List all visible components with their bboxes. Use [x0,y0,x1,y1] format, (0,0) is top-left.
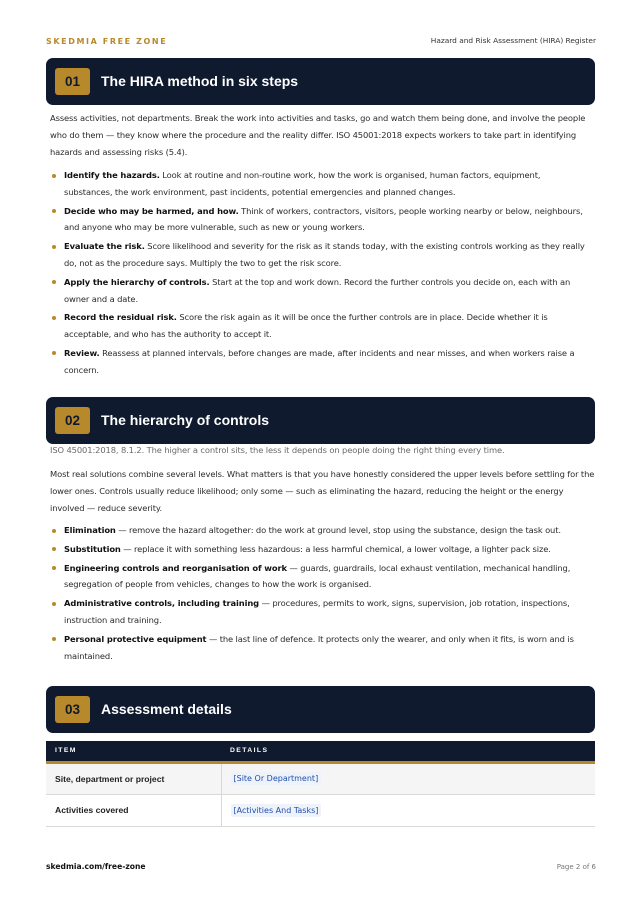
row-value [221,762,595,794]
column-header-details: DETAILS [221,741,595,762]
footer-website-link[interactable]: skedmia.com/free-zone [46,862,146,871]
table-row [46,794,595,826]
section-02-header [46,397,595,444]
brand-name: SKEDMIA FREE ZONE [46,37,168,46]
section-title: The hierarchy of controls [101,412,270,428]
placeholder-field[interactable]: [Site Or Department] [231,772,322,785]
section-title: Assessment details [101,701,232,717]
table-row [46,762,595,794]
list-item [50,274,590,308]
section-number-badge: 03 [55,696,90,723]
list-item [50,631,590,665]
section-01-header [46,58,595,105]
section-02-intro: Most real solutions combine several levels. What matters is that you have honestly considered the upper levels before settling for the lower ones. Controls usually reduce likelihood; only some — such as eliminating the hazard, reducing the height or the energy involved — reduce severity. [50,469,595,513]
row-label: Activities covered [46,794,221,826]
step-text: Look at routine and non-routine work, how the work is organised, human factors, equipment, substances, the work environment, past incidents, potential emergencies and planned changes. [64,170,541,197]
step-text: Score the risk again as it will be once the further controls are in place. Decide whether it is acceptable, and who has the authority to accept it. [64,312,548,340]
iso-reference-note: ISO 45001:2018, 8.1.2. The higher a control sits, the less it depends on people doing the right thing every time. [50,445,505,455]
step-title: Evaluate the risk. [64,241,145,252]
step-text: Reassess at planned intervals, before changes are made, after incidents and near misses, and when workers raise a concern. [64,347,575,375]
section-01-intro: Assess activities, not departments. Break the work into activities and tasks, go and watch them being done, and involve the people who do them — they know where the procedure and the reality differ. ISO 45001:2018 expects workers to take part in identifying hazards and assessing risks (5.4). [50,113,586,157]
section-title: The HIRA method in six steps [101,73,299,89]
step-title: Apply the hierarchy of controls. [64,276,210,287]
control-level-text: — remove the hazard altogether: do the work at ground level, stop using the substance, design the task out. [115,525,561,535]
list-item [50,238,590,272]
list-item [50,560,590,594]
list-item [50,595,590,629]
section-number-badge: 02 [55,407,90,434]
list-item [50,309,590,343]
row-value [221,794,595,826]
assessment-details-table [46,741,595,827]
step-text: Think of workers, contractors, visitors, people working nearby or below, neighbours, and anyone who may be more vulnerable, such as new or young workers. [64,205,583,233]
step-title: Record the residual risk. [64,312,177,323]
section-03-header [46,686,595,733]
row-label: Site, department or project [46,762,221,794]
document-title: Hazard and Risk Assessment (HIRA) Register [430,36,596,45]
step-title: Review. [64,347,100,358]
page-header [46,36,596,50]
step-title: Identify the hazards. [64,170,160,180]
six-steps-list [50,167,590,381]
step-text: Start at the top and work down. Record the further controls you decide on, each with an owner and a date. [64,276,571,304]
hierarchy-list [50,522,590,666]
list-item [50,203,590,237]
placeholder-field[interactable]: [Activities And Tasks] [231,804,322,817]
control-level-title: Elimination [64,525,116,535]
control-level-title: Substitution [64,543,121,554]
step-text: Score likelihood and severity for the risk as it stands today, with the existing controls working as they really do, not as the procedure says. Multiply the two to get the risk score. [64,241,585,268]
page-number: Page 2 of 6 [556,863,596,871]
control-level-text: — guards, guardrails, local exhaust ventilation, mechanical handling, segregation of people from vehicles, changes to how the work is organised. [64,562,571,590]
list-item [50,541,590,558]
control-level-text: — procedures, permits to work, signs, supervision, job rotation, inspections, instruction and training. [64,598,570,625]
list-item [50,522,590,539]
control-level-title: Personal protective equipment [64,633,207,644]
control-level-text: — the last line of defence. It protects only the wearer, and only when it fits, is worn and is maintained. [64,633,574,661]
list-item [50,345,590,379]
control-level-text: — replace it with something less hazardous: a less harmful chemical, a lower voltage, a lighter pack size. [120,543,551,554]
list-item [50,167,590,201]
section-number-badge: 01 [55,68,90,95]
step-title: Decide who may be harmed, and how. [64,205,239,216]
table-header-row [46,741,595,762]
column-header-item: ITEM [46,741,221,762]
control-level-title: Engineering controls and reorganisation of work [64,562,287,573]
control-level-title: Administrative controls, including training [64,598,260,609]
